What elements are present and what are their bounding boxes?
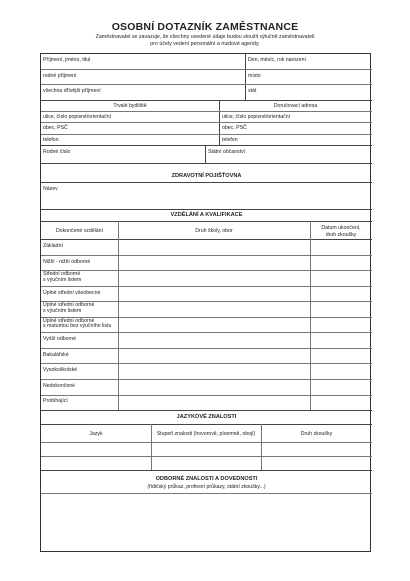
postal-city-field[interactable]: obec, PSČ [222,125,247,131]
education-date-field[interactable] [311,286,371,302]
education-row-label-line: Úplné střední všeobecné [43,289,101,296]
education-row-label-line: Bakalářské [43,351,69,358]
intro-text-line1: Zaměstnavatel se zavazuje, že všechny uvedené údaje budou sloužit výlučně zaměstnavateli [95,34,315,40]
divider [41,111,372,112]
intro-text-line2: pro účely vedení personální a mzdové agendy. [150,41,260,47]
education-date-field[interactable] [311,255,371,271]
permanent-city-field[interactable]: obec, PSČ [43,125,68,131]
education-row-label [43,384,117,390]
insurance-name-field[interactable]: Název [43,186,58,192]
education-date-field[interactable] [311,317,371,333]
education-row-label-line: Vysokoškolské [43,367,78,374]
education-row-label-line: Základní [43,243,63,249]
education-row-label-line: Střední odborné [43,271,81,278]
col-completed-education: Dokončené vzdělání [55,228,103,234]
divider [261,424,262,470]
education-row-label [43,353,117,359]
birth-state-field[interactable]: stát [248,88,257,94]
divider [41,493,372,494]
divider [41,209,372,210]
education-date-field[interactable] [311,379,371,395]
education-school-field[interactable] [119,317,309,333]
divider [41,470,372,471]
education-row-label [43,303,117,314]
education-school-field[interactable] [119,286,309,302]
education-row-label-line: Nedokončené [43,382,76,389]
col-exam-type: druh zkoušky [325,232,357,238]
education-row-label-line: s výučním listem [43,307,82,314]
divider [41,134,372,135]
education-row-label [43,319,117,330]
postal-phone-field[interactable]: telefon [222,137,238,143]
education-school-field[interactable] [119,255,309,271]
page-title: OSOBNÍ DOTAZNÍK ZAMĚSTNANCE [111,21,299,33]
education-date-field[interactable] [311,363,371,379]
education-row-label-line: Probíhající [43,398,68,405]
education-row-label [43,244,117,250]
divider [41,456,372,457]
education-row-label-line: Nižší - nižší odborné [43,258,91,265]
skills-header: ODBORNÉ ZNALOSTI A DOVEDNOSTI [155,476,258,482]
education-school-field[interactable] [119,363,309,379]
skills-field[interactable] [43,496,370,550]
education-school-field[interactable] [119,301,309,317]
divider [205,145,206,163]
permanent-street-field[interactable]: ulice, číslo popisné/orientační [43,114,112,120]
education-date-field[interactable] [311,348,371,364]
divider [41,84,372,85]
divider [41,145,372,146]
birth-place-field[interactable]: místo [248,73,261,79]
birth-number-field[interactable]: Rodné číslo [43,149,71,155]
education-row-label [43,399,117,405]
education-date-field[interactable] [311,395,371,411]
divider [245,54,246,100]
education-row-label-line: Úplné střední odborné [43,317,95,324]
questionnaire-form [40,53,371,552]
education-date-field[interactable] [311,332,371,348]
education-row-label-line: Úplné střední odborné [43,302,95,309]
education-date-field[interactable] [311,301,371,317]
education-date-field[interactable] [311,239,371,255]
languages-header: JAZYKOVÉ ZNALOSTI [176,414,237,420]
col-language: Jazyk [89,431,103,437]
education-row-label-line: s výučním listem [43,276,82,283]
birth-date-field[interactable]: Den, měsíc, rok narození [248,57,306,63]
divider [41,424,372,425]
education-row-label [43,291,117,297]
divider [41,182,372,183]
skills-subheader: (řidičský průkaz, profesní průkazy, státní zkoušky...) [147,484,266,490]
permanent-phone-field[interactable]: telefon [43,137,59,143]
previous-names-field[interactable]: všechna dřívější příjmení [43,88,101,94]
education-row-label [43,337,117,343]
education-school-field[interactable] [119,395,309,411]
divider [41,69,372,70]
divider [41,221,372,222]
education-date-field[interactable] [311,270,371,286]
divider [41,410,372,411]
divider [41,100,372,101]
education-school-field[interactable] [119,348,309,364]
col-completion-date: Datum ukončení, [321,225,361,231]
nationality-field[interactable]: Státní občanství [208,149,246,155]
divider [151,424,152,470]
postal-street-field[interactable]: ulice, číslo popisné/orientační [222,114,291,120]
divider [41,442,372,443]
education-row-label-line: s maturitou bez výučního listu [43,323,112,330]
education-row-label [43,260,117,266]
permanent-address-header: Trvalé bydliště [113,103,147,109]
education-header: VZDĚLÁNÍ A KVALIFIKACE [170,212,243,218]
col-school-type: Druh školy, obor [195,228,233,234]
education-row-label [43,368,117,374]
col-knowledge-level: Stupeň znalosti (hovorově, písemně, obojí) [156,431,256,437]
divider [41,163,372,164]
education-school-field[interactable] [119,239,309,255]
insurance-header: ZDRAVOTNÍ POJIŠŤOVNA [171,173,242,179]
name-field[interactable]: Příjmení, jméno, titul [43,57,91,63]
education-school-field[interactable] [119,332,309,348]
education-row-label [43,272,117,283]
postal-address-header: Doručovací adresa [273,103,318,109]
education-school-field[interactable] [119,270,309,286]
education-row-label-line: Vyšší odborné [43,336,76,343]
education-school-field[interactable] [119,379,309,395]
maiden-name-field[interactable]: rodné příjmení [43,73,77,79]
divider [41,122,372,123]
col-exam: Druh zkoušky [300,431,333,437]
